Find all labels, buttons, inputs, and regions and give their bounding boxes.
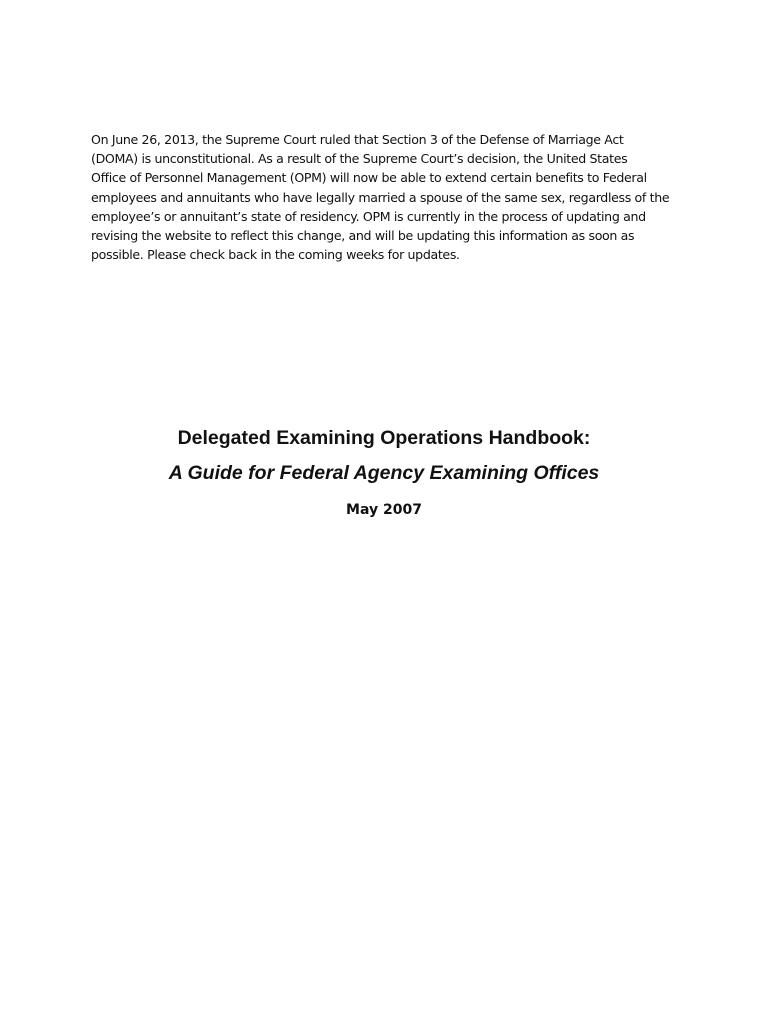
notice-line: revising the website to reflect this change, and will be updating this information as soon as: [91, 228, 635, 244]
document-title: Delegated Examining Operations Handbook:: [177, 427, 591, 449]
notice-line: Office of Personnel Management (OPM) will now be able to extend certain benefits to Federal: [91, 170, 647, 186]
notice-line: employee’s or annuitant’s state of residency. OPM is currently in the process of updating and: [91, 208, 646, 224]
notice-line: possible. Please check back in the coming weeks for updates.: [91, 247, 460, 263]
title-block: [0, 424, 768, 520]
notice-line: (DOMA) is unconstitutional. As a result of the Supreme Court’s decision, the United States: [91, 151, 628, 167]
doma-notice-paragraph: [91, 130, 691, 264]
notice-line: employees and annuitants who have legally married a spouse of the same sex, regardless of the: [91, 189, 670, 205]
document-subtitle: A Guide for Federal Agency Examining Offices: [168, 462, 600, 484]
document-date: May 2007: [346, 502, 422, 518]
notice-line: On June 26, 2013, the Supreme Court ruled that Section 3 of the Defense of Marriage Act: [91, 132, 624, 147]
